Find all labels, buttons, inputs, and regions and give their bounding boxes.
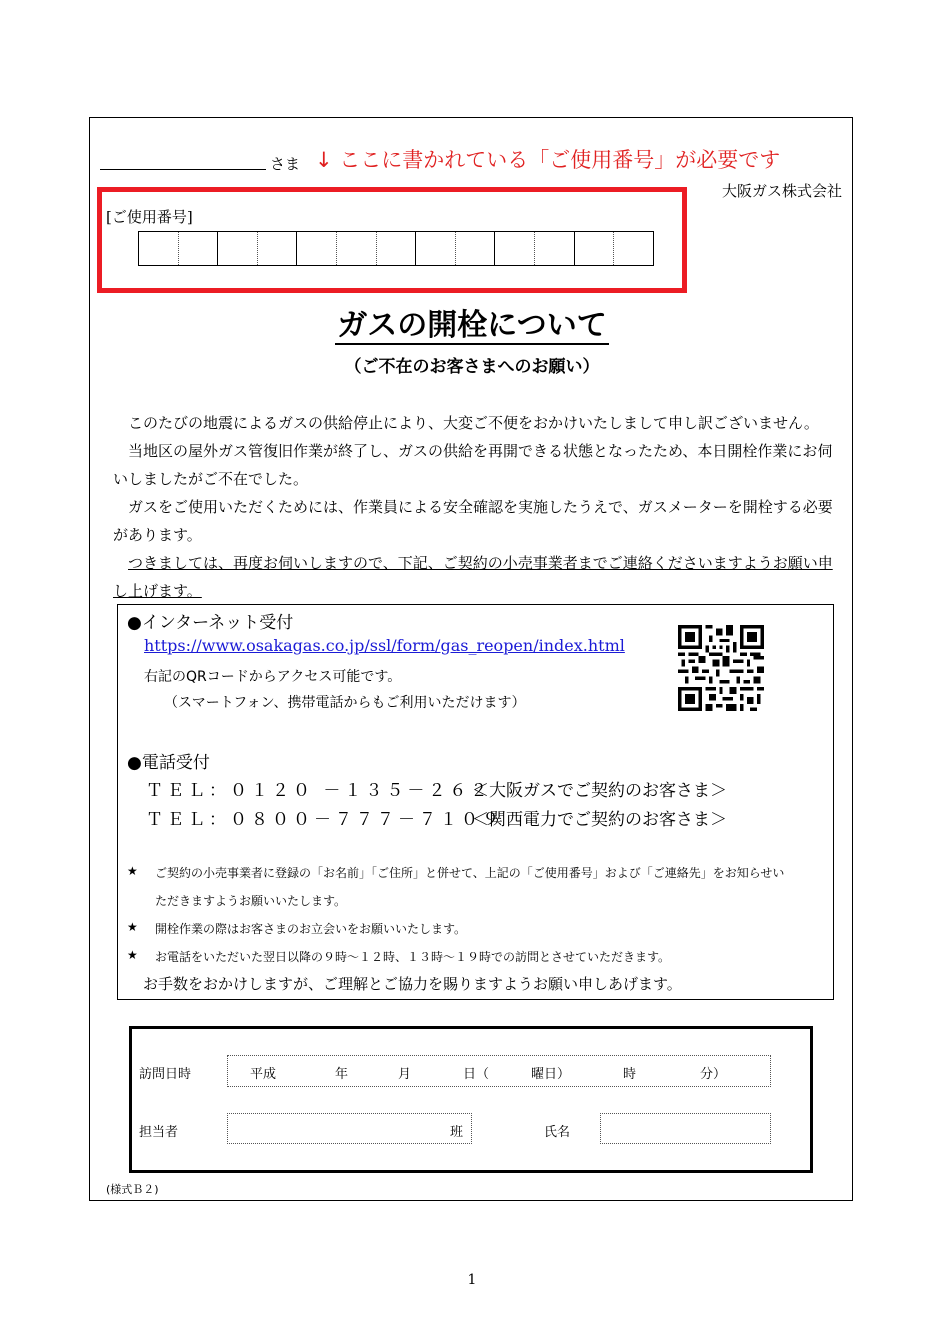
usage-number-cell: [575, 232, 615, 265]
qr-access-note: 右記のQRコードからアクセス可能です。: [144, 669, 402, 685]
company-name: 大阪ガス株式会社: [722, 182, 843, 200]
body-paragraph-4: つきましては、再度お伺いしますので、下記、ご契約の小売事業者までご連絡くださいますようお願い申し上げます。: [113, 554, 833, 600]
page-title-text: ガスの開栓について: [337, 308, 607, 343]
usage-number-cell: [139, 232, 179, 265]
body-paragraph-2: 当地区の屋外ガス管復旧作業が終了し、ガスの供給を再開できる状態となったため、本日開栓作業にお伺いしましたがご不在でした。: [113, 442, 833, 488]
reopen-form-link[interactable]: https://www.osakagas.co.jp/ssl/form/gas_reopen/index.html: [144, 636, 625, 655]
visit-month-unit: 月: [398, 1067, 412, 1082]
usage-number-cell: [179, 232, 219, 265]
staff-name-field[interactable]: [600, 1113, 771, 1144]
page-subtitle: （ご不在のお客さまへのお願い）: [344, 357, 600, 377]
internet-heading: ●インターネット受付: [127, 613, 294, 633]
usage-number-cell: [535, 232, 575, 265]
usage-number-cell: [495, 232, 535, 265]
usage-number-cell: [297, 232, 337, 265]
visit-datetime-field[interactable]: [227, 1055, 771, 1087]
visit-era: 平成: [250, 1067, 277, 1082]
honorific-sama: さま: [270, 155, 301, 173]
usage-number-label: [ご使用番号]: [106, 208, 193, 226]
visit-datetime-label: 訪問日時: [139, 1067, 192, 1082]
usage-number-grid: [138, 231, 654, 266]
customer-name-line: [100, 169, 266, 170]
usage-number-cell: [416, 232, 456, 265]
star-icon: ★: [127, 948, 138, 962]
body-paragraph-3: ガスをご使用いただくためには、作業員による安全確認を実施したうえで、ガスメーターを開栓する必要があります。: [113, 498, 833, 544]
staff-label: 担当者: [139, 1125, 179, 1140]
note-3: お電話をいただいた翌日以降の９時～１２時、１３時～１９時での訪問とさせていただきます。: [155, 950, 671, 964]
body-text: [113, 409, 833, 605]
usage-number-cell: [456, 232, 496, 265]
usage-number-cell: [614, 232, 653, 265]
usage-number-cell: [337, 232, 377, 265]
page-number: 1: [467, 1272, 477, 1288]
phone-note-kepco: ＜関西電力でご契約のお客さま＞: [472, 810, 727, 830]
staff-field[interactable]: [227, 1113, 472, 1144]
visit-record-box: [129, 1026, 813, 1173]
form-code: (様式Ｂ２): [106, 1183, 159, 1196]
closing-sentence: お手数をおかけしますが、ご理解とご協力を賜りますようお願い申しあげます。: [143, 975, 682, 993]
body-paragraph-1: このたびの地震によるガスの供給停止により、大変ご不便をおかけいたしまして申し訳ございません。: [128, 414, 819, 432]
star-icon: ★: [127, 864, 138, 878]
usage-number-notice: ↓ ここに書かれている「ご使用番号」が必要です: [315, 148, 781, 172]
page-title: [0, 300, 944, 344]
staff-name-label: 氏名: [544, 1125, 571, 1140]
note-2: 開栓作業の際はお客さまのお立会いをお願いいたします。: [155, 922, 467, 936]
qr-code-icon[interactable]: [678, 625, 764, 711]
phone-heading: ●電話受付: [127, 753, 210, 773]
note-1-line-2: ただきますようお願いいたします。: [155, 894, 347, 908]
visit-day-unit: 日（: [463, 1067, 490, 1082]
phone-number-kepco[interactable]: ＴＥＬ：０８００－７７７－７１０９: [146, 810, 503, 830]
phone-note-osakagas: ＜大阪ガスでご契約のお客さま＞: [472, 781, 727, 801]
note-1-line-1: ご契約の小売事業者に登録の「お名前」「ご住所」と併せて、上記の「ご使用番号」および「ご連絡先」をお知らせい: [155, 866, 785, 880]
visit-year-unit: 年: [335, 1067, 349, 1082]
star-icon: ★: [127, 920, 138, 934]
visit-minute-unit: 分）: [700, 1067, 727, 1082]
usage-number-cell: [218, 232, 258, 265]
visit-hour-unit: 時: [623, 1067, 637, 1082]
usage-number-cell: [258, 232, 298, 265]
phone-number-osakagas[interactable]: ＴＥＬ：０１２０ －１３５－２６２: [146, 781, 492, 801]
staff-team-unit: 班: [450, 1125, 464, 1140]
usage-number-cell: [377, 232, 417, 265]
mobile-access-note: （スマートフォン、携帯電話からもご利用いただけます）: [164, 695, 526, 711]
visit-weekday-unit: 曜日）: [531, 1067, 571, 1082]
